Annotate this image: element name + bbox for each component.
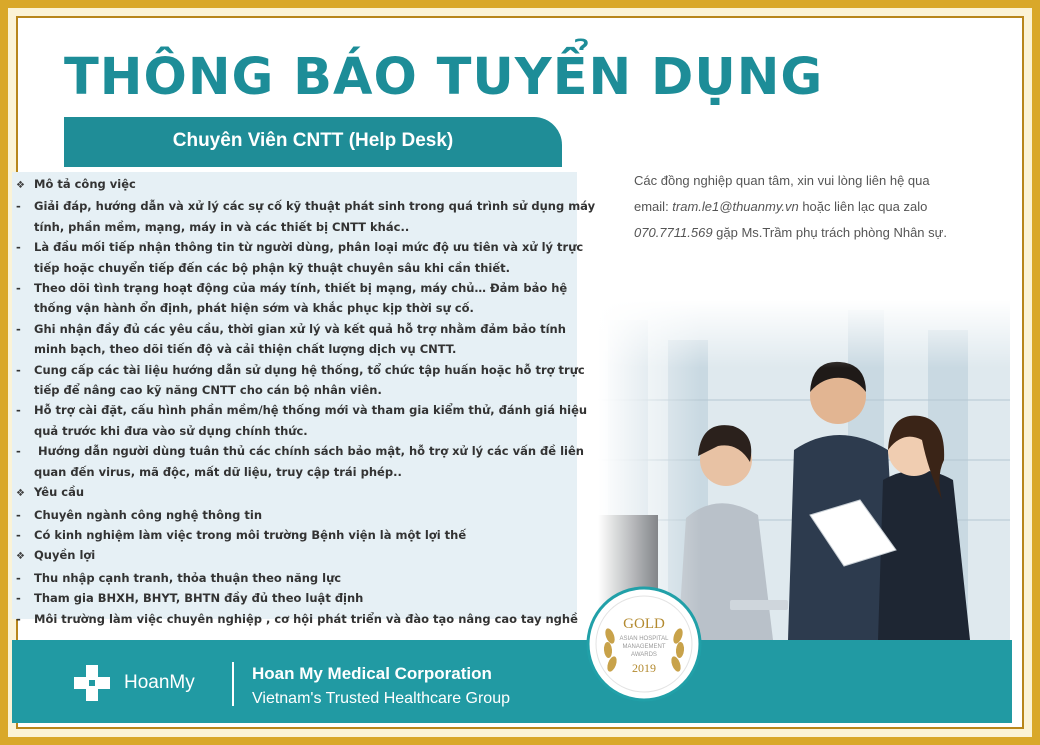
line-text: Theo dõi tình trạng hoạt động của máy tính, thiết bị mạng, máy chủ… Đảm bảo hệ xyxy=(34,281,568,296)
list-item xyxy=(16,609,586,629)
phone-suffix: gặp Ms.Trầm phụ trách phòng Nhân sự. xyxy=(712,225,947,240)
list-item xyxy=(16,278,586,298)
line-text: Cung cấp các tài liệu hướng dẫn sử dụng hệ thống, tổ chức tập huấn hoặc hỗ trợ trực xyxy=(34,362,585,377)
list-item-continuation xyxy=(16,421,586,441)
line-text: tiếp hoặc chuyển tiếp đến các bộ phận kỹ thuật chuyên sâu khi cần thiết. xyxy=(34,260,511,275)
line-text: quả trước khi đưa vào sử dụng chính thức. xyxy=(34,423,308,438)
line-text: tính, phần mềm, mạng, máy in và các thiết bị CNTT khác.. xyxy=(34,219,410,234)
line-text: Quyền lợi xyxy=(34,548,96,563)
dash-bullet xyxy=(16,360,34,380)
section-heading xyxy=(16,174,586,196)
award-gold-text: GOLD xyxy=(623,616,665,632)
dash-bullet xyxy=(16,319,34,339)
contact-info xyxy=(634,168,994,246)
list-item xyxy=(16,568,586,588)
contact-line: Các đồng nghiệp quan tâm, xin vui lòng liên hệ qua xyxy=(634,173,930,188)
list-item-continuation xyxy=(16,258,586,278)
award-year: 2019 xyxy=(632,661,656,675)
list-item xyxy=(16,360,586,380)
dash-bullet xyxy=(16,196,34,216)
line-text: Là đầu mối tiếp nhận thông tin từ người dùng, phân loại mức độ ưu tiên và xử lý trực xyxy=(34,240,584,255)
line-text: Có kinh nghiệm làm việc trong môi trường Bệnh viện là một lợi thế xyxy=(34,527,467,542)
position-banner xyxy=(64,117,562,167)
line-text: tiếp để nâng cao kỹ năng CNTT cho cán bộ nhân viên. xyxy=(34,383,382,398)
list-item xyxy=(16,319,586,339)
contact-phone[interactable]: 070.7711.569 xyxy=(634,225,713,240)
footer-divider xyxy=(232,662,234,706)
list-item xyxy=(16,441,586,461)
gold-award-badge xyxy=(586,586,702,702)
line-text: Thu nhập cạnh tranh, thỏa thuận theo năng lực xyxy=(34,570,342,585)
list-item-continuation xyxy=(16,462,586,482)
dash-bullet xyxy=(16,568,34,588)
diamond-bullet-icon xyxy=(16,547,34,567)
list-item xyxy=(16,196,596,216)
line-text: Tham gia BHXH, BHYT, BHTN đầy đủ theo luật định xyxy=(34,591,364,606)
line-text: Môi trường làm việc chuyên nghiệp , cơ hội phát triển và đào tạo nâng cao tay nghề xyxy=(34,611,578,626)
list-item xyxy=(16,525,586,545)
poster-title: THÔNG BÁO TUYỂN DỤNG xyxy=(64,48,824,107)
line-text: Hướng dẫn người dùng tuân thủ các chính sách bảo mật, hỗ trợ xử lý các vấn đề liên xyxy=(34,444,584,459)
award-line1: ASIAN HOSPITAL xyxy=(619,636,669,642)
dash-bullet xyxy=(16,237,34,257)
email-label: email: xyxy=(634,199,673,214)
section-heading xyxy=(16,545,586,567)
list-item-continuation xyxy=(16,298,586,318)
dash-bullet xyxy=(16,588,34,608)
award-line2: MANAGEMENT xyxy=(622,644,666,650)
line-text: Mô tả công việc xyxy=(34,177,136,191)
list-item-continuation xyxy=(16,380,586,400)
corporation-tagline: Vietnam's Trusted Healthcare Group xyxy=(252,690,510,707)
dash-bullet xyxy=(16,525,34,545)
line-text: thống vận hành ổn định, phát hiện sớm và khắc phục kịp thời sự cố. xyxy=(34,301,474,316)
list-item xyxy=(16,237,586,257)
line-text: Hỗ trợ cài đặt, cấu hình phần mềm/hệ thống mới và tham gia kiểm thử, đánh giá hiệu xyxy=(34,403,588,418)
position-title: Chuyên Viên CNTT (Help Desk) xyxy=(172,130,454,151)
logo-text: HoanMy xyxy=(124,672,195,693)
line-text: Chuyên ngành công nghệ thông tin xyxy=(34,507,263,522)
contact-email[interactable]: tram.le1@thuanmy.vn xyxy=(672,199,799,214)
dash-bullet xyxy=(16,441,34,461)
list-item xyxy=(16,400,586,420)
award-line3: AWARDS xyxy=(631,652,657,658)
list-item-continuation xyxy=(16,339,586,359)
line-text: Giải đáp, hướng dẫn và xử lý các sự cố kỹ thuật phát sinh trong quá trình sử dụng máy xyxy=(34,199,596,214)
list-item xyxy=(16,505,586,525)
email-suffix: hoặc liên lạc qua zalo xyxy=(798,199,928,214)
list-item-continuation xyxy=(16,217,586,237)
line-text: minh bạch, theo dõi tiến độ và cải thiện chất lượng dịch vụ CNTT. xyxy=(34,342,457,357)
dash-bullet xyxy=(16,278,34,298)
section-heading xyxy=(16,482,586,504)
job-details-list xyxy=(16,174,596,629)
dash-bullet xyxy=(16,609,34,629)
line-text: quan đến virus, mã độc, mất dữ liệu, truy cập trái phép.. xyxy=(34,464,402,479)
diamond-bullet-icon xyxy=(16,176,34,196)
dash-bullet xyxy=(16,400,34,420)
dash-bullet xyxy=(16,505,34,525)
line-text: Ghi nhận đầy đủ các yêu cầu, thời gian xử lý và kết quả hỗ trợ nhằm đảm bảo tính xyxy=(34,321,566,336)
diamond-bullet-icon xyxy=(16,484,34,504)
line-text: Yêu cầu xyxy=(34,485,85,500)
hoanmy-cross-icon xyxy=(72,663,112,703)
corporation-name: Hoan My Medical Corporation xyxy=(252,664,492,683)
list-item xyxy=(16,588,586,608)
